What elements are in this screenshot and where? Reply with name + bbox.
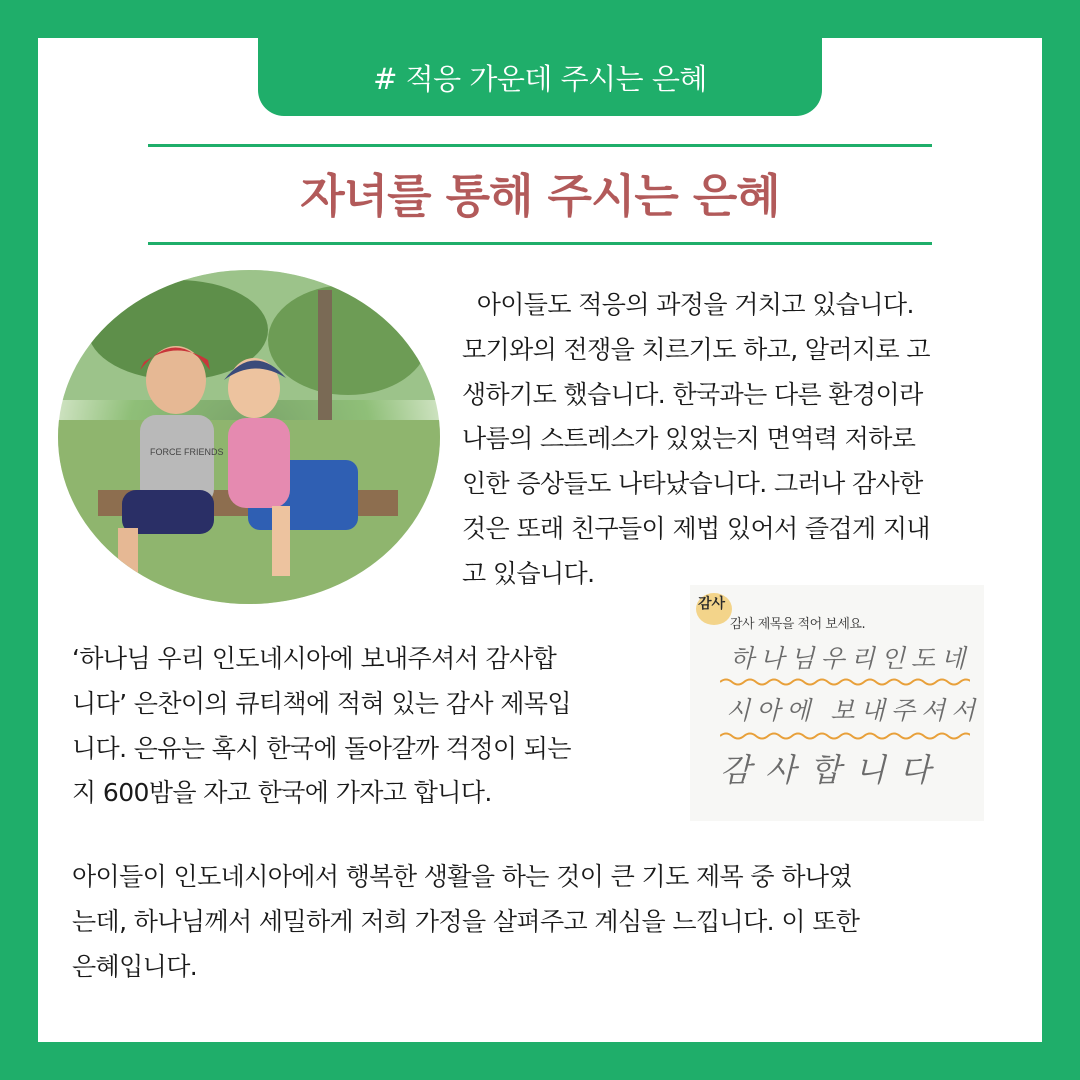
title-rule-bottom bbox=[148, 242, 932, 245]
paragraph-qt-book: ‘하나님 우리 인도네시아에 보내주셔서 감사합 니다’ 은찬이의 큐티책에 적혀 있는 감사 제목입 니다. 은유는 혹시 한국에 돌아갈까 걱정이 되는 지 600밤을 자고 한국에 가자고 합니다. bbox=[72, 644, 571, 808]
handwriting-line-3: 감사합니다 bbox=[720, 751, 945, 789]
notebook-badge-label: 감사 bbox=[698, 596, 726, 612]
notebook-prompt: 감사 제목을 적어 보세요. bbox=[730, 617, 866, 632]
paragraph-grace: 아이들이 인도네시아에서 행복한 생활을 하는 것이 큰 기도 제목 중 하나였 는데, 하나님께서 세밀하게 저희 가정을 살펴주고 계심을 느낍니다. 이 또한 은혜입니다. bbox=[72, 862, 860, 981]
wavy-underline-1 bbox=[720, 677, 970, 687]
children-photo-illustration bbox=[58, 270, 440, 604]
paragraph-adaptation: 아이들도 적응의 과정을 거치고 있습니다. 모기와의 전쟁을 치르기도 하고, 알러지로 고 생하기도 했습니다. 한국과는 다른 환경이라 나름의 스트레스가 있었는지 면역력 저하로 인한 증상들도 나타났습니다. 그러나 감사한 것은 또래 친구들이 제법 있어서 즐겁게 지내 고 있습니다. bbox=[462, 290, 930, 588]
handwriting-line-1: 하나님우리인도네 bbox=[730, 644, 972, 673]
gratitude-notebook-image bbox=[690, 585, 984, 821]
title-rule-top bbox=[148, 144, 932, 147]
wavy-underline-2 bbox=[720, 731, 970, 741]
shirt-text: FORCE FRIENDS bbox=[150, 447, 224, 457]
content-frame bbox=[38, 38, 1042, 1042]
children-photo bbox=[58, 270, 440, 604]
page-title: 자녀를 통해 주시는 은혜 bbox=[300, 169, 780, 223]
header-tag-text: # 적응 가운데 주시는 은혜 bbox=[373, 61, 707, 96]
header-tag bbox=[258, 38, 822, 116]
handwriting-line-2: 시아에 보내주셔서 bbox=[726, 696, 982, 725]
